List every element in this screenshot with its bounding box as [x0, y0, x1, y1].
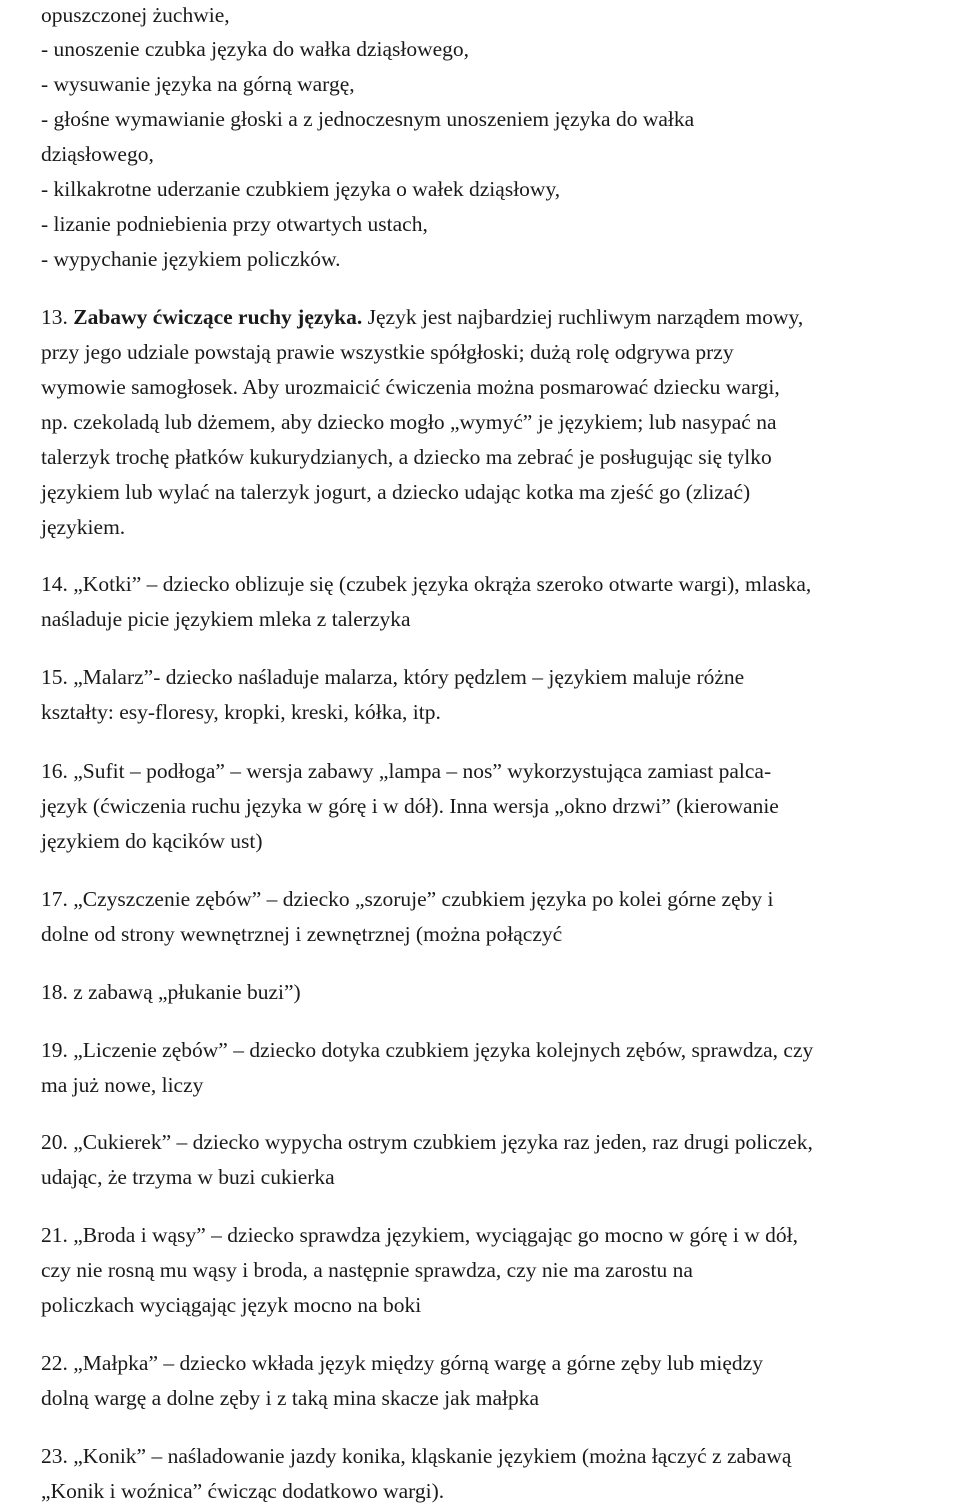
item-13-text: Język jest najbardziej ruchliwym narządem mowy,: [367, 305, 804, 329]
list-item-line: „Konik i woźnica” ćwicząc dodatkowo wargi).: [41, 1479, 445, 1503]
list-item-line: ma już nowe, liczy: [41, 1073, 204, 1097]
intro-line: dziąsłowego,: [41, 142, 154, 166]
list-item-line: czy nie rosną mu wąsy i broda, a następnie sprawdza, czy nie ma zarostu na: [41, 1258, 693, 1282]
list-item-line: naśladuje picie językiem mleka z talerzyka: [41, 607, 411, 631]
item-13-line: językiem.: [41, 515, 126, 539]
list-item-line: 19. „Liczenie zębów” – dziecko dotyka czubkiem języka kolejnych zębów, sprawdza, czy: [41, 1038, 814, 1062]
list-item-line: dolną wargę a dolne zęby i z taką mina skacze jak małpka: [41, 1386, 540, 1410]
intro-line: - lizanie podniebienia przy otwartych ustach,: [41, 212, 428, 236]
intro-line: opuszczonej żuchwie,: [41, 3, 230, 27]
item-13-line: językiem lub wylać na talerzyk jogurt, a dziecko udając kotka ma zjeść go (zlizać): [41, 480, 751, 504]
list-item-line: 21. „Broda i wąsy” – dziecko sprawdza językiem, wyciągając go mocno w górę i w dół,: [41, 1223, 799, 1247]
item-13-number: 13.: [41, 305, 68, 329]
intro-line: - unoszenie czubka języka do wałka dziąsłowego,: [41, 37, 470, 61]
list-item-line: policzkach wyciągając język mocno na boki: [41, 1293, 422, 1317]
intro-line: - wysuwanie języka na górną wargę,: [41, 72, 355, 96]
list-item-line: 18. z zabawą „płukanie buzi”): [41, 980, 301, 1004]
list-item-line: 20. „Cukierek” – dziecko wypycha ostrym czubkiem języka raz jeden, raz drugi policzek,: [41, 1130, 813, 1154]
item-13-line: np. czekoladą lub dżemem, aby dziecko mogło „wymyć” je językiem; lub nasypać na: [41, 410, 777, 434]
intro-line: - kilkakrotne uderzanie czubkiem języka o wałek dziąsłowy,: [41, 177, 561, 201]
list-item-line: 17. „Czyszczenie zębów” – dziecko „szoruje” czubkiem języka po kolei górne zęby i: [41, 887, 774, 911]
list-item-line: 22. „Małpka” – dziecko wkłada język między górną wargę a górne zęby lub między: [41, 1351, 763, 1375]
intro-line: - wypychanie językiem policzków.: [41, 247, 341, 271]
list-item-line: udając, że trzyma w buzi cukierka: [41, 1165, 335, 1189]
item-13-line: przy jego udziale powstają prawie wszystkie spółgłoski; dużą rolę odgrywa przy: [41, 340, 734, 364]
list-item-line: język (ćwiczenia ruchu języka w górę i w dół). Inna wersja „okno drzwi” (kierowanie: [41, 794, 779, 818]
list-item-line: 14. „Kotki” – dziecko oblizuje się (czubek języka okrąża szeroko otwarte wargi), mlaska,: [41, 572, 812, 596]
list-item-line: językiem do kącików ust): [41, 829, 263, 853]
list-item-line: 15. „Malarz”- dziecko naśladuje malarza, który pędzlem – językiem maluje różne: [41, 665, 745, 689]
item-13-line: wymowie samogłosek. Aby urozmaicić ćwiczenia można posmarować dziecku wargi,: [41, 375, 780, 399]
item-13-title: Zabawy ćwiczące ruchy języka.: [73, 305, 363, 329]
list-item-line: kształty: esy-floresy, kropki, kreski, kółka, itp.: [41, 700, 441, 724]
intro-line: - głośne wymawianie głoski a z jednoczesnym unoszeniem języka do wałka: [41, 107, 695, 131]
item-13-line: talerzyk trochę płatków kukurydzianych, a dziecko ma zebrać je posługując się tylko: [41, 445, 772, 469]
list-item-line: 16. „Sufit – podłoga” – wersja zabawy „lampa – nos” wykorzystująca zamiast palca-: [41, 759, 772, 783]
list-item-line: dolne od strony wewnętrznej i zewnętrznej (można połączyć: [41, 922, 563, 946]
list-item-line: 23. „Konik” – naśladowanie jazdy konika, kląskanie językiem (można łączyć z zabawą: [41, 1444, 792, 1468]
item-13-first-line: [41, 302, 803, 332]
